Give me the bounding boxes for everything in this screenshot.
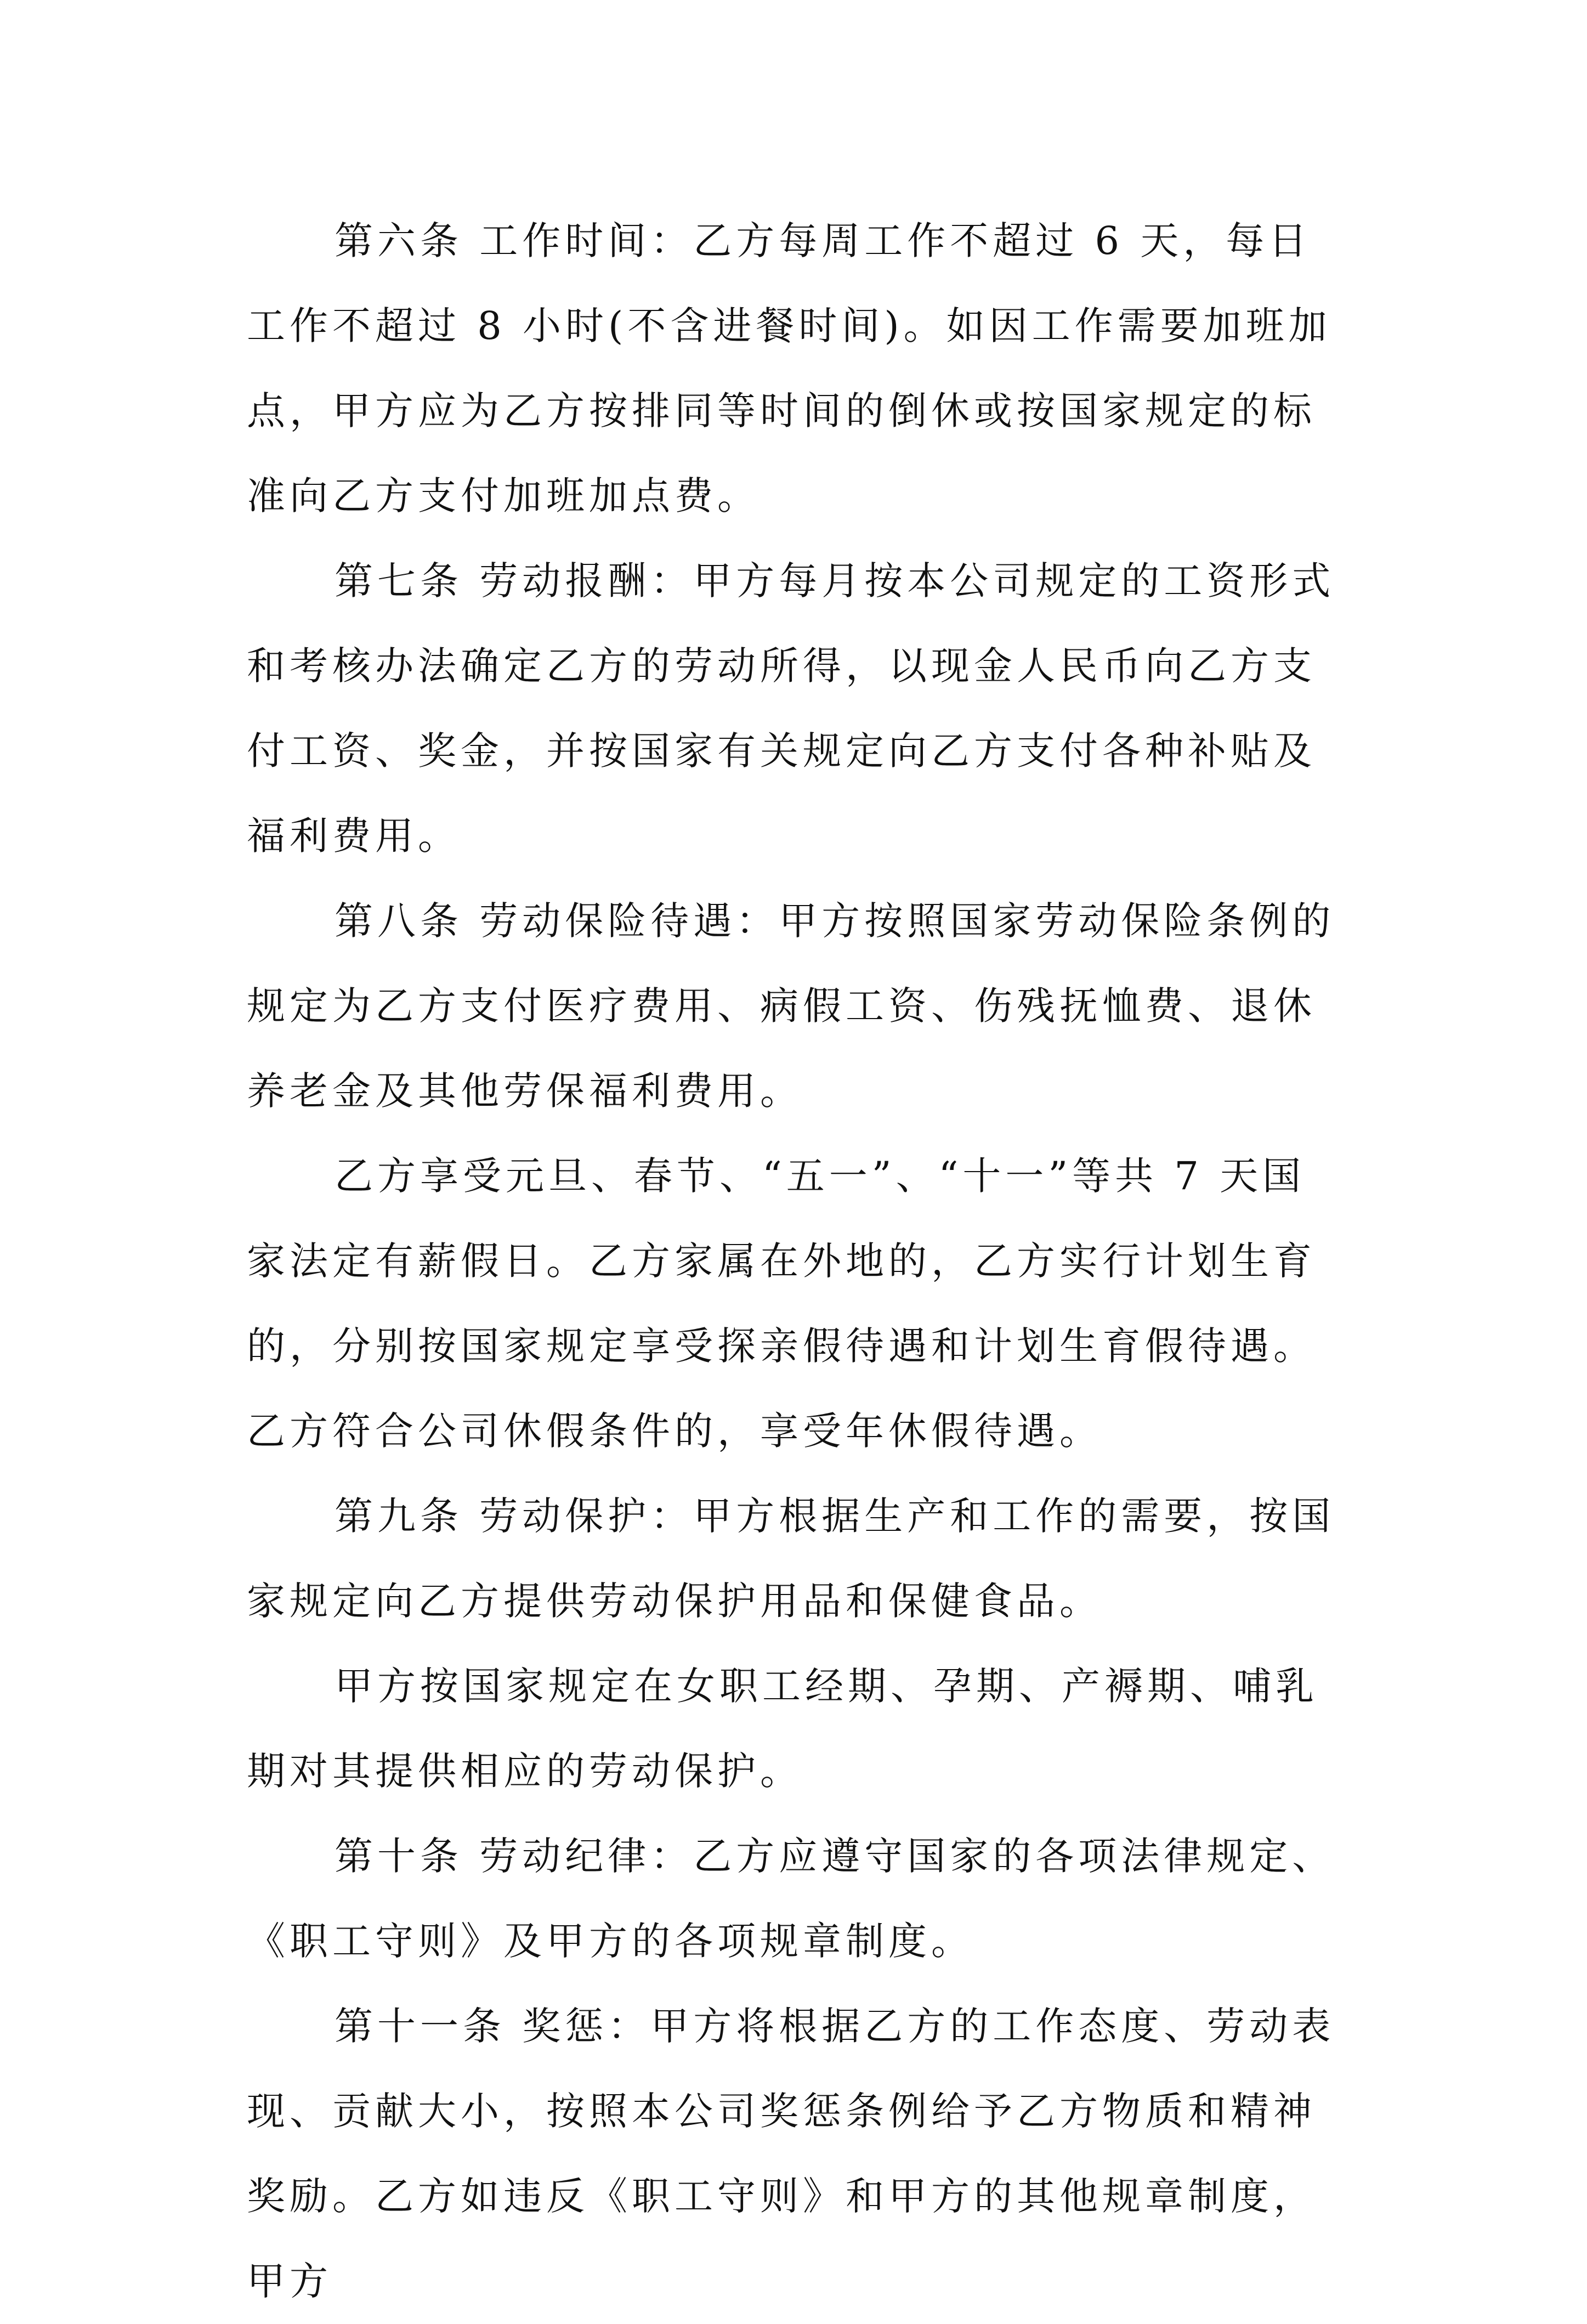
paragraph-article-6: 第六条 工作时间：乙方每周工作不超过 6 天，每日工作不超过 8 小时(不含进餐时间)。如因工作需要加班加点，甲方应为乙方按排同等时间的倒休或按国家规定的标准向乙方支付加班加点费。 xyxy=(247,218,1331,518)
paragraph-holidays: 乙方享受元旦、春节、“五一”、“十一”等共 7 天国家法定有薪假日。乙方家属在外地的，乙方实行计划生育的，分别按国家规定享受探亲假待遇和计划生育假待遇。乙方符合公司休假条件的，享受年休假待遇。 xyxy=(247,1153,1316,1454)
paragraph-article-8: 第八条 劳动保险待遇：甲方按照国家劳动保险条例的规定为乙方支付医疗费用、病假工资、伤残抚恤费、退休养老金及其他劳保福利费用。 xyxy=(247,898,1335,1113)
paragraph-article-7: 第七条 劳动报酬：甲方每月按本公司规定的工资形式和考核办法确定乙方的劳动所得，以现金人民币向乙方支付工资、奖金，并按国家有关规定向乙方支付各种补贴及福利费用。 xyxy=(247,558,1335,858)
paragraph-article-9: 第九条 劳动保护：甲方根据生产和工作的需要，按国家规定向乙方提供劳动保护用品和保健食品。 xyxy=(247,1494,1335,1624)
paragraph-article-11: 第十一条 奖惩：甲方将根据乙方的工作态度、劳动表现、贡献大小，按照本公司奖惩条例给予乙方物质和精神奖励。乙方如违反《职工守则》和甲方的其他规章制度，甲方 xyxy=(247,2004,1335,2304)
paragraph-female-protection: 甲方按国家规定在女职工经期、孕期、产褥期、哺乳期对其提供相应的劳动保护。 xyxy=(247,1664,1318,1794)
document-body xyxy=(247,199,1341,2324)
paragraph-article-10: 第十条 劳动纪律：乙方应遵守国家的各项法律规定、《职工守则》及甲方的各项规章制度。 xyxy=(247,1834,1335,1964)
